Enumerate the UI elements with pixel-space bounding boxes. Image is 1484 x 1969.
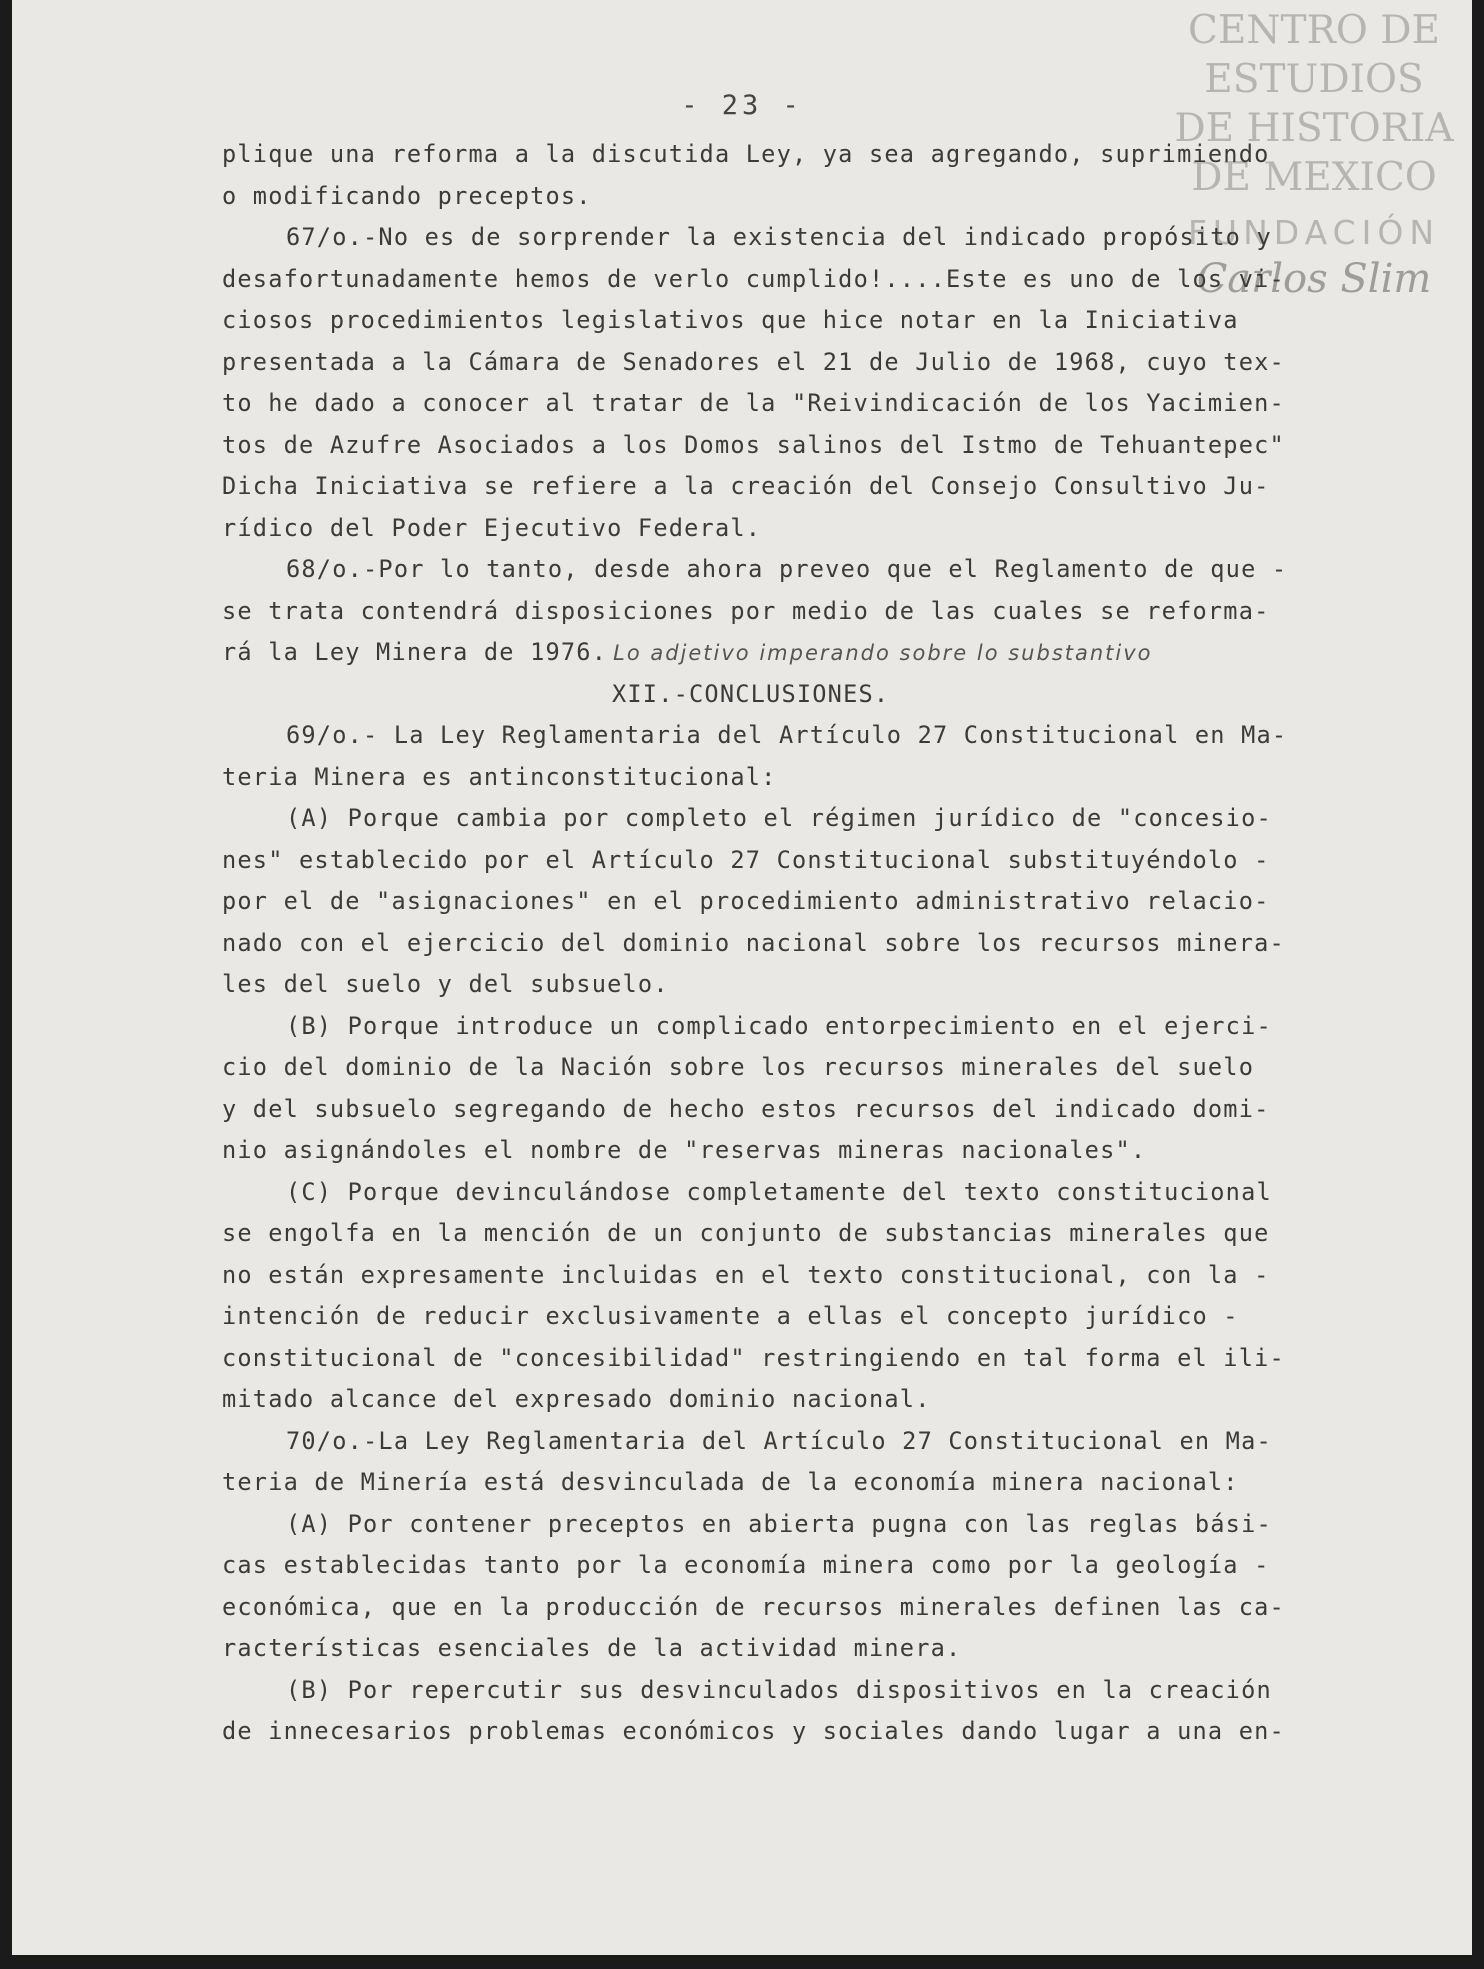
watermark-line-1: CENTRO DE <box>1188 8 1440 53</box>
text-line: to he dado a conocer al tratar de la "Reivindicación de los Yacimien- <box>222 389 1285 417</box>
text-line: 67/o.-No es de sorprender la existencia del indicado propósito y <box>286 223 1272 251</box>
text-line: rá la Ley Minera de 1976. <box>222 638 608 666</box>
text-line: (A) Por contener preceptos en abierta pugna con las reglas bási- <box>286 1509 1272 1538</box>
text-line: intención de reducir exclusivamente a ellas el concepto jurídico - <box>222 1302 1239 1330</box>
text-line: por el de "asignaciones" en el procedimiento administrativo relacio- <box>222 887 1270 915</box>
text-line: plique una reforma a la discutida Ley, ya sea agregando, suprimiendo <box>222 140 1270 168</box>
text-line: ciosos procedimientos legislativos que hice notar en la Iniciativa <box>222 306 1239 334</box>
watermark-line-3: DE HISTORIA <box>1174 106 1454 151</box>
text-line: económica, que en la producción de recursos minerales definen las ca- <box>222 1592 1285 1621</box>
text-line: no están expresamente incluidas en el texto constitucional, con la - <box>222 1260 1270 1289</box>
text-line: 68/o.-Por lo tanto, desde ahora preveo que el Reglamento de que - <box>286 555 1288 583</box>
text-line: presentada a la Cámara de Senadores el 21 de Julio de 1968, cuyo tex- <box>222 347 1285 376</box>
handwritten-annotation: Lo adjetivo imperando sobre lo substantivo <box>613 641 1153 665</box>
text-line: o modificando preceptos. <box>222 181 592 210</box>
watermark-line-2: ESTUDIOS <box>1204 57 1424 102</box>
text-line: y del subsuelo segregando de hecho estos recursos del indicado domi- <box>222 1094 1270 1123</box>
text-line: nio asignándoles el nombre de "reservas mineras nacionales". <box>222 1136 1147 1164</box>
text-line: tos de Azufre Asociados a los Domos salinos del Istmo de Tehuantepec" <box>222 430 1285 459</box>
text-line: racterísticas esenciales de la actividad minera. <box>222 1634 962 1662</box>
section-heading: XII.-CONCLUSIONES. <box>612 679 890 708</box>
text-line: teria de Minería está desvinculada de la economía minera nacional: <box>222 1468 1239 1496</box>
text-line: constitucional de "concesibilidad" restringiendo en tal forma el ili- <box>222 1343 1285 1372</box>
text-line: nes" establecido por el Artículo 27 Constitucional substituyéndolo - <box>222 845 1270 874</box>
text-line: desafortunadamente hemos de verlo cumplido!....Este es uno de los vi- <box>222 264 1285 293</box>
watermark-signature: Carlos Slim <box>1196 256 1432 302</box>
watermark-foundation: FUNDACIÓN <box>1187 213 1441 252</box>
text-line: Dicha Iniciativa se refiere a la creación del Consejo Consultivo Ju- <box>222 472 1270 500</box>
text-line: (B) Por repercutir sus desvinculados dispositivos en la creación <box>286 1675 1272 1704</box>
text-line: (C) Porque devinculándose completamente del texto constitucional <box>286 1177 1272 1206</box>
text-line: cas establecidas tanto por la economía minera como por la geología - <box>222 1551 1270 1579</box>
text-line: mitado alcance del expresado dominio nacional. <box>222 1385 931 1413</box>
text-line: 70/o.-La Ley Reglamentaria del Artículo 27 Constitucional en Ma- <box>286 1426 1272 1455</box>
text-line: les del suelo y del subsuelo. <box>222 970 669 998</box>
watermark-line-4: DE MEXICO <box>1191 155 1437 200</box>
text-line: teria Minera es antinconstitucional: <box>222 762 777 791</box>
text-line: (A) Porque cambia por completo el régimen jurídico de "concesio- <box>286 804 1272 832</box>
text-line: (B) Porque introduce un complicado entorpecimiento en el ejerci- <box>286 1011 1272 1040</box>
text-line: de innecesarios problemas económicos y sociales dando lugar a una en- <box>222 1717 1285 1745</box>
text-line: 69/o.- La Ley Reglamentaria del Artículo 27 Constitucional en Ma- <box>286 721 1288 749</box>
text-line: cio del dominio de la Nación sobre los recursos minerales del suelo <box>222 1053 1255 1081</box>
text-line-with-annotation <box>222 632 1472 674</box>
text-line: rídico del Poder Ejecutivo Federal. <box>222 513 762 542</box>
page-number: - 23 - <box>681 90 803 121</box>
text-line: se engolfa en la mención de un conjunto de substancias minerales que <box>222 1219 1270 1247</box>
document-page <box>12 0 1472 1955</box>
text-line: nado con el ejercicio del dominio nacional sobre los recursos minera- <box>222 928 1285 957</box>
text-line: se trata contendrá disposiciones por medio de las cuales se reforma- <box>222 596 1270 625</box>
document-body <box>222 134 1472 1753</box>
